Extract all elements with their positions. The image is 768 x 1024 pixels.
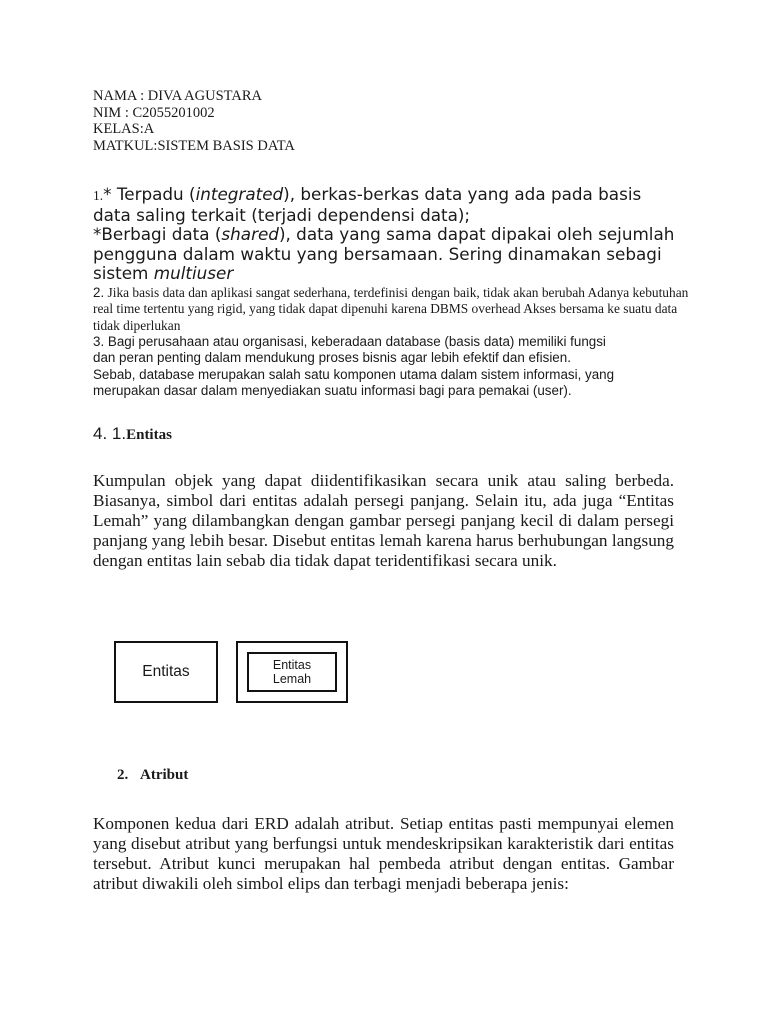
section-4-number: 4. 1. [93, 424, 127, 443]
entity-box-label: Entitas [142, 663, 190, 680]
course-name: MATKUL:SISTEM BASIS DATA [93, 137, 295, 154]
weak-entity-box [236, 641, 348, 703]
answer-1 [93, 185, 683, 284]
answer-3-line: dan peran penting dalam mendukung proses bisnis agar lebih efektif dan efisien. [93, 350, 571, 366]
entity-figure [104, 615, 384, 720]
answer-1-term-integrated: integrated [195, 184, 284, 204]
answer-2-text: Jika basis data dan aplikasi sangat sederhana, terdefinisi dengan baik, tidak akan berubah Adanya kebutuhan real time tertentu yang rigid, yang tidak dapat dipenuhi karena DBMS overhead Akses bersama ke suatu data tidak diperlukan [93, 285, 689, 333]
atribut-heading [117, 767, 188, 784]
entitas-paragraph: Kumpulan objek yang dapat diidentifikasikan secara unik atau saling berbeda. Biasanya, simbol dari entitas adalah persegi panjang. Selain itu, ada juga “Entitas Lemah” yang dilambangkan dengan gambar persegi panjang kecil di dalam persegi panjang yang lebih besar. Disebut entitas lemah karena harus berhubungan langsung dengan entitas lain sebab dia tidak dapat teridentifikasi secara unik. [93, 471, 674, 570]
student-header [93, 88, 295, 154]
answer-1-text-b: ), berkas-berkas data yang ada pada basis data saling terkait (terjadi dependensi data); [93, 184, 642, 225]
answer-1-number: 1. [93, 188, 104, 203]
weak-entity-inner-box [247, 652, 337, 692]
answer-3-line: Sebab, database merupakan salah satu komponen utama dalam sistem informasi, yang [93, 366, 615, 382]
answer-1-text-a: * Terpadu ( [103, 184, 196, 204]
weak-entity-label-line2: Lemah [272, 672, 312, 686]
answer-1-term-multiuser: multiuser [153, 263, 234, 283]
student-nim: NIM : C2055201002 [93, 104, 215, 121]
answer-1-text-d: ), data yang sama dapat dipakai oleh sejumlah pengguna dalam waktu yang bersamaan. Sering dinamakan sebagi sistem [93, 224, 675, 283]
answer-1-term-shared: shared [221, 224, 279, 244]
answer-3-line: 3. Bagi perusahaan atau organisasi, keberadaan database (basis data) memiliki fungsi [93, 334, 606, 349]
atribut-title: Atribut [140, 767, 189, 783]
atribut-paragraph: Komponen kedua dari ERD adalah atribut. Setiap entitas pasti mempunyai elemen yang disebut atribut yang berfungsi untuk mendeskripsikan karakteristik dari entitas tersebut. Atribut kunci merupakan hal pembeda atribut dengan entitas. Gambar atribut diwakili oleh simbol elips dan terbagi menjadi beberapa jenis: [93, 814, 674, 893]
answer-3 [93, 334, 693, 400]
section-4-title: Entitas [126, 427, 172, 443]
answer-1-text-c: *Berbagi data ( [93, 224, 222, 244]
weak-entity-label-line1: Entitas [272, 658, 312, 672]
entity-box [114, 641, 218, 703]
student-class: KELAS:A [93, 121, 155, 137]
section-4-heading [93, 424, 172, 444]
student-name: NAMA : DIVA AGUSTARA [93, 88, 262, 104]
atribut-number: 2. [117, 767, 129, 783]
answer-3-line: merupakan dasar dalam menyediakan suatu informasi bagi para pemakai (user). [93, 383, 572, 399]
answer-2 [93, 285, 693, 334]
answer-2-number: 2. [93, 285, 105, 300]
